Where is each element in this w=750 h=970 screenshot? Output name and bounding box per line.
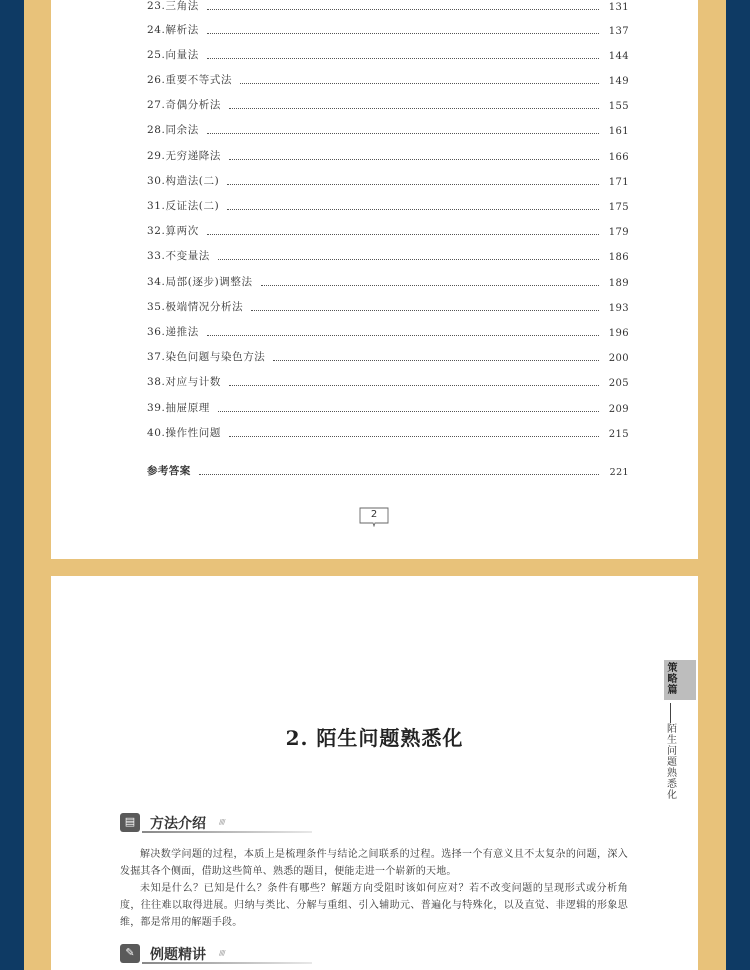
section-slash-decoration: //// [219, 949, 225, 957]
toc-entry[interactable] [147, 48, 629, 62]
toc-leader-dots [227, 209, 599, 210]
toc-entry[interactable] [147, 199, 629, 213]
paragraph: 未知是什么？已知是什么？条件有哪些？解题方向受阻时该如何应对？若不改变问题的呈现形式或分析角度，往往难以取得进展。归纳与类比、分解与重组、引入辅助元、普遍化与特殊化，以及直觉、非逻辑的形象思维，都是常用的解题手段。 [120, 883, 628, 928]
page-number: 2 [370, 509, 378, 520]
toc-entry-title: 33.不变量法 [147, 250, 210, 262]
toc-leader-dots [229, 385, 599, 386]
toc-entry-page: 171 [608, 177, 629, 188]
toc-leader-dots [199, 474, 599, 475]
section-slash-decoration: //// [219, 818, 225, 826]
toc-entry-title: 31.反证法(二) [147, 200, 220, 212]
side-category-label: 策略篇 [667, 663, 678, 696]
side-divider [670, 703, 671, 723]
toc-leader-dots [229, 159, 599, 160]
toc-entry-title: 25.向量法 [147, 49, 199, 61]
toc-entry-title: 24.解析法 [147, 24, 199, 36]
toc-entry-page: 144 [608, 51, 629, 62]
toc-entry-title: 38.对应与计数 [147, 376, 221, 388]
toc-entry-title: 参考答案 [147, 465, 191, 477]
toc-entry[interactable] [147, 149, 629, 163]
toc-entry[interactable] [147, 23, 629, 37]
toc-entry[interactable] [147, 300, 629, 314]
toc-entry-answers[interactable] [147, 464, 629, 478]
paragraph: 解决数学问题的过程，本质上是梳理条件与结论之间联系的过程。选择一个有意义且不太复杂的问题，深入发掘其各个侧面，借助这些简单、熟悉的题目，便能走进一个崭新的天地。 [120, 849, 628, 877]
pencil-book-icon: ✎ [120, 944, 140, 963]
notebook-icon: ▤ [120, 813, 140, 832]
toc-entry[interactable] [147, 350, 629, 364]
chapter-page [51, 576, 698, 970]
toc-entry[interactable] [147, 401, 629, 415]
toc-entry-page: 137 [608, 26, 629, 37]
toc-leader-dots [229, 108, 599, 109]
toc-leader-dots [207, 58, 599, 59]
toc-entry-title: 32.算两次 [147, 225, 199, 237]
toc-entry-title: 29.无穷递降法 [147, 150, 221, 162]
section-heading-examples [120, 944, 300, 964]
toc-entry-page: 189 [608, 278, 629, 289]
toc-entry-title: 37.染色问题与染色方法 [147, 351, 266, 363]
toc-entry-page: 193 [608, 303, 629, 314]
toc-entry[interactable] [147, 73, 629, 87]
toc-entry-page: 215 [608, 429, 629, 440]
toc-entry[interactable] [147, 174, 629, 188]
toc-entry-page: 186 [608, 252, 629, 263]
toc-entry-page: 200 [608, 353, 629, 364]
toc-leader-dots [207, 133, 599, 134]
toc-leader-dots [240, 83, 599, 84]
toc-entry-page: 179 [608, 227, 629, 238]
toc-entry[interactable] [147, 275, 629, 289]
toc-leader-dots [207, 9, 599, 10]
toc-entry-title: 27.奇偶分析法 [147, 99, 221, 111]
toc-entry-title: 40.操作性问题 [147, 427, 221, 439]
toc-entry[interactable] [147, 98, 629, 112]
toc-entry-page: 175 [608, 202, 629, 213]
toc-leader-dots [218, 259, 599, 260]
toc-entry-page: 166 [608, 152, 629, 163]
toc-page [51, 0, 698, 559]
toc-entry-title: 35.极端情况分析法 [147, 301, 244, 313]
toc-entry[interactable] [147, 123, 629, 137]
toc-leader-dots [273, 360, 599, 361]
toc-entry-title: 34.局部(逐步)调整法 [147, 276, 253, 288]
toc-entry-page: 196 [608, 328, 629, 339]
toc-entry[interactable] [147, 249, 629, 263]
toc-leader-dots [227, 184, 599, 185]
toc-leader-dots [207, 335, 599, 336]
toc-entry[interactable] [147, 325, 629, 339]
toc-entry-title: 39.抽屉原理 [147, 402, 210, 414]
side-chapter-label: 陌生问题熟悉化 [667, 724, 677, 801]
section-label: 例题精讲 [150, 947, 206, 963]
toc-leader-dots [207, 234, 599, 235]
toc-entry-title: 30.构造法(二) [147, 175, 220, 187]
toc-entry-title: 23.三角法 [147, 0, 199, 12]
toc-entry-title: 28.同余法 [147, 124, 199, 136]
toc-entry[interactable] [147, 224, 629, 238]
toc-entry-title: 36.递推法 [147, 326, 199, 338]
toc-entry-title: 26.重要不等式法 [147, 74, 233, 86]
toc-leader-dots [207, 33, 599, 34]
toc-entry-page: 161 [608, 126, 629, 137]
toc-entry-page: 131 [608, 2, 629, 13]
section-heading-method [120, 813, 300, 833]
toc-leader-dots [261, 285, 599, 286]
toc-leader-dots [251, 310, 599, 311]
toc-entry[interactable] [147, 0, 629, 13]
toc-leader-dots [218, 411, 599, 412]
section-label: 方法介绍 [150, 816, 206, 832]
toc-leader-dots [229, 436, 599, 437]
toc-entry[interactable] [147, 426, 629, 440]
method-intro-text [120, 846, 628, 931]
page-number-badge [359, 507, 389, 527]
toc-entry[interactable] [147, 375, 629, 389]
side-category-tab[interactable] [664, 660, 696, 700]
chapter-title: 2. 陌生问题熟悉化 [285, 726, 464, 750]
toc-entry-page: 205 [608, 378, 629, 389]
toc-entry-page: 221 [609, 467, 629, 478]
toc-entry-page: 209 [608, 404, 629, 415]
toc-entry-page: 149 [608, 76, 629, 87]
toc-entry-page: 155 [608, 101, 629, 112]
